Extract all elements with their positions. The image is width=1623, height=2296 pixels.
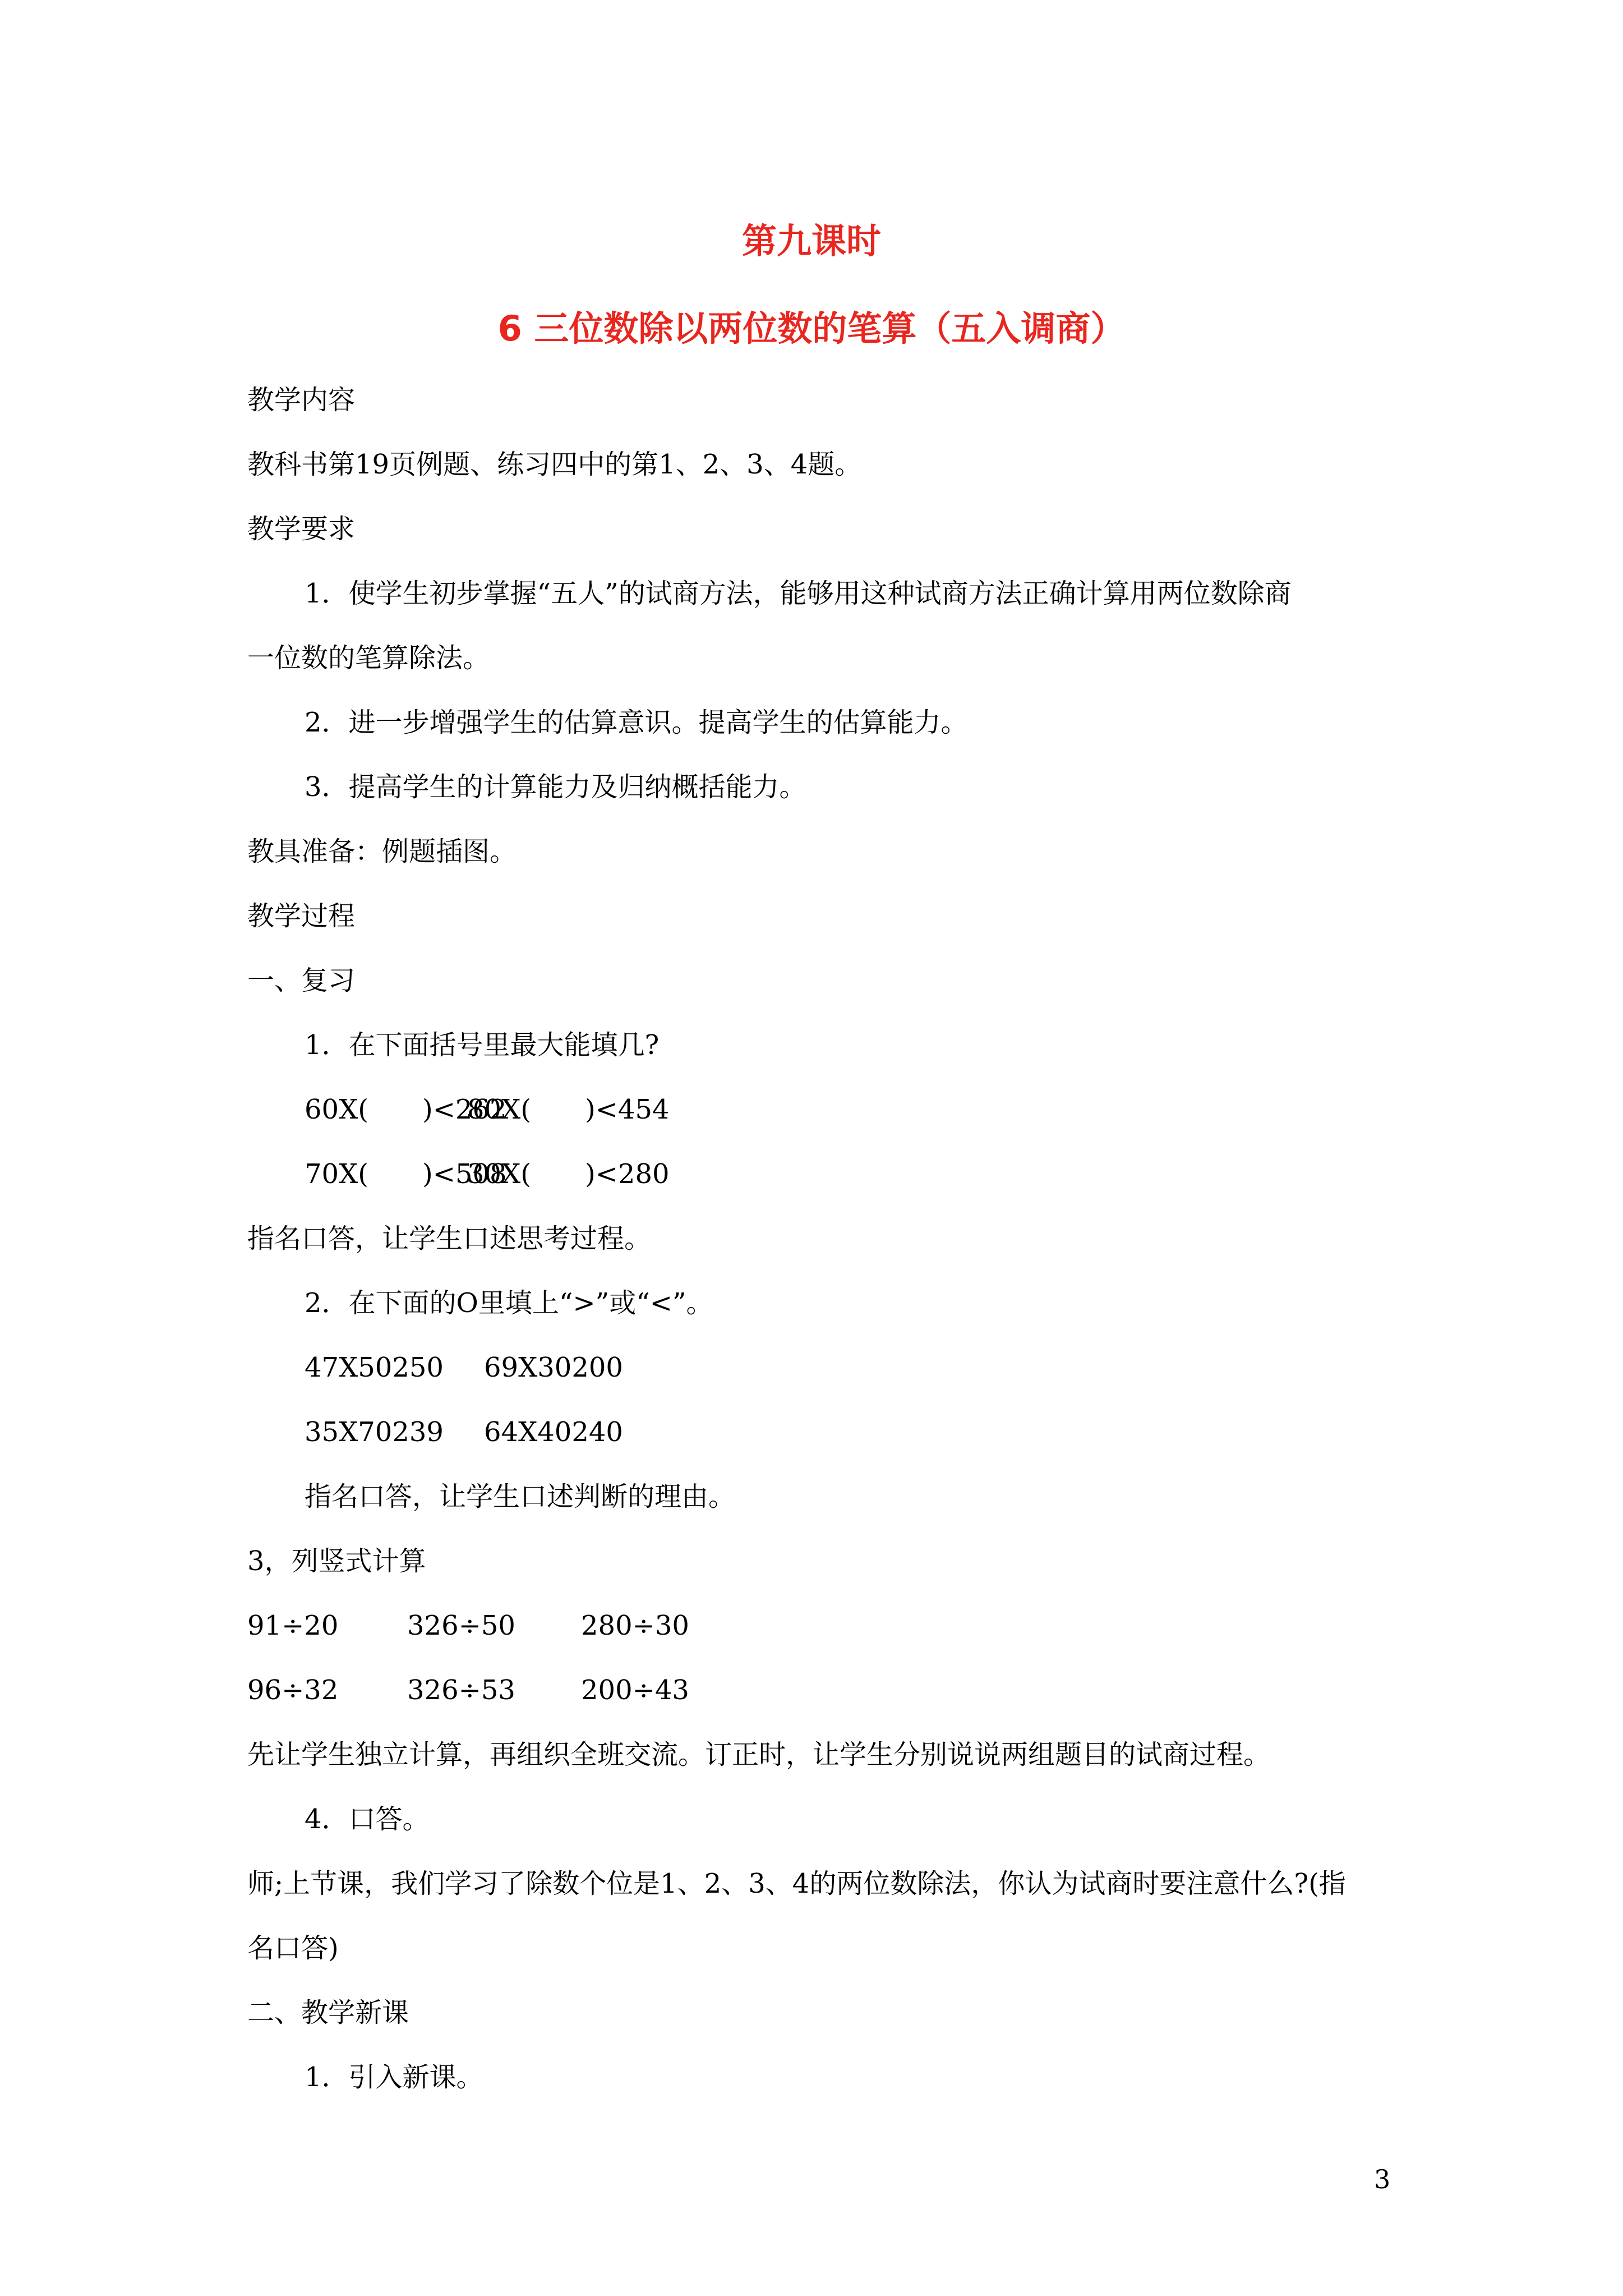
requirement-1-line-1: 1．使学生初步掌握“五人”的试商方法，能够用这种试商方法正确计算用两位数除商: [305, 578, 1292, 609]
teacher-line-1: 师;上节课，我们学习了除数个位是1、2、3、4的两位数除法，你认为试商时要注意什么?(指: [247, 1868, 1346, 1899]
teacher-line-2: 名口答): [247, 1932, 339, 1964]
section-new-lesson: 二、教学新课: [247, 1997, 409, 2028]
division-item: 326÷50: [407, 1610, 515, 1641]
inequality-item: 60X( )<262: [305, 1094, 507, 1125]
comparison-item: 64X40240: [484, 1416, 623, 1448]
content-text: 教科书第19页例题、练习四中的第1、2、3、4题。: [247, 449, 862, 480]
requirements-heading: 教学要求: [247, 513, 356, 545]
question-2-row: [305, 1352, 623, 1384]
division-item: 96÷32: [247, 1674, 339, 1706]
question-3-row: [247, 1674, 689, 1707]
question-1-row: [305, 1158, 670, 1191]
question-4: 4．口答。: [305, 1803, 430, 1835]
comparison-item: 35X70239: [305, 1416, 444, 1448]
page-title: 第九课时: [741, 220, 881, 261]
question-2-note: 指名口答，让学生口述判断的理由。: [305, 1481, 736, 1512]
question-2-row: [305, 1416, 623, 1449]
section-review: 一、复习: [247, 965, 356, 996]
new-lesson-item-1: 1．引入新课。: [305, 2062, 483, 2093]
requirement-2: 2．进一步增强学生的估算意识。提高学生的估算能力。: [305, 707, 968, 738]
division-item: 91÷20: [247, 1610, 339, 1641]
process-heading: 教学过程: [247, 900, 356, 932]
question-1: 1．在下面括号里最大能填几?: [305, 1029, 660, 1061]
question-1-row: [305, 1094, 670, 1126]
question-2: 2．在下面的O里填上“>”或“<”。: [305, 1287, 713, 1319]
division-item: 326÷53: [407, 1674, 515, 1706]
question-3-row: [247, 1610, 689, 1642]
question-3-note: 先让学生独立计算，再组织全班交流。订正时，让学生分别说说两组题目的试商过程。: [247, 1739, 1271, 1770]
comparison-item: 47X50250: [305, 1352, 444, 1383]
question-3: 3，列竖式计算: [247, 1545, 426, 1577]
inequality-item: 80X( )<454: [467, 1094, 670, 1125]
question-1-note: 指名口答，让学生口述思考过程。: [247, 1223, 652, 1254]
division-item: 200÷43: [581, 1674, 689, 1706]
content-heading: 教学内容: [247, 384, 356, 416]
requirement-3: 3．提高学生的计算能力及归纳概括能力。: [305, 771, 806, 803]
requirement-1-line-2: 一位数的笔算除法。: [247, 642, 490, 674]
page-subtitle: 6 三位数除以两位数的笔算（五入调商）: [497, 308, 1126, 349]
teaching-tools: 教具准备：例题插图。: [247, 836, 517, 867]
comparison-item: 69X30200: [484, 1352, 623, 1383]
page-number: 3: [1374, 2164, 1391, 2194]
division-item: 280÷30: [581, 1610, 689, 1641]
inequality-item: 30X( )<280: [467, 1158, 670, 1190]
inequality-item: 70X( )<508: [305, 1158, 507, 1190]
